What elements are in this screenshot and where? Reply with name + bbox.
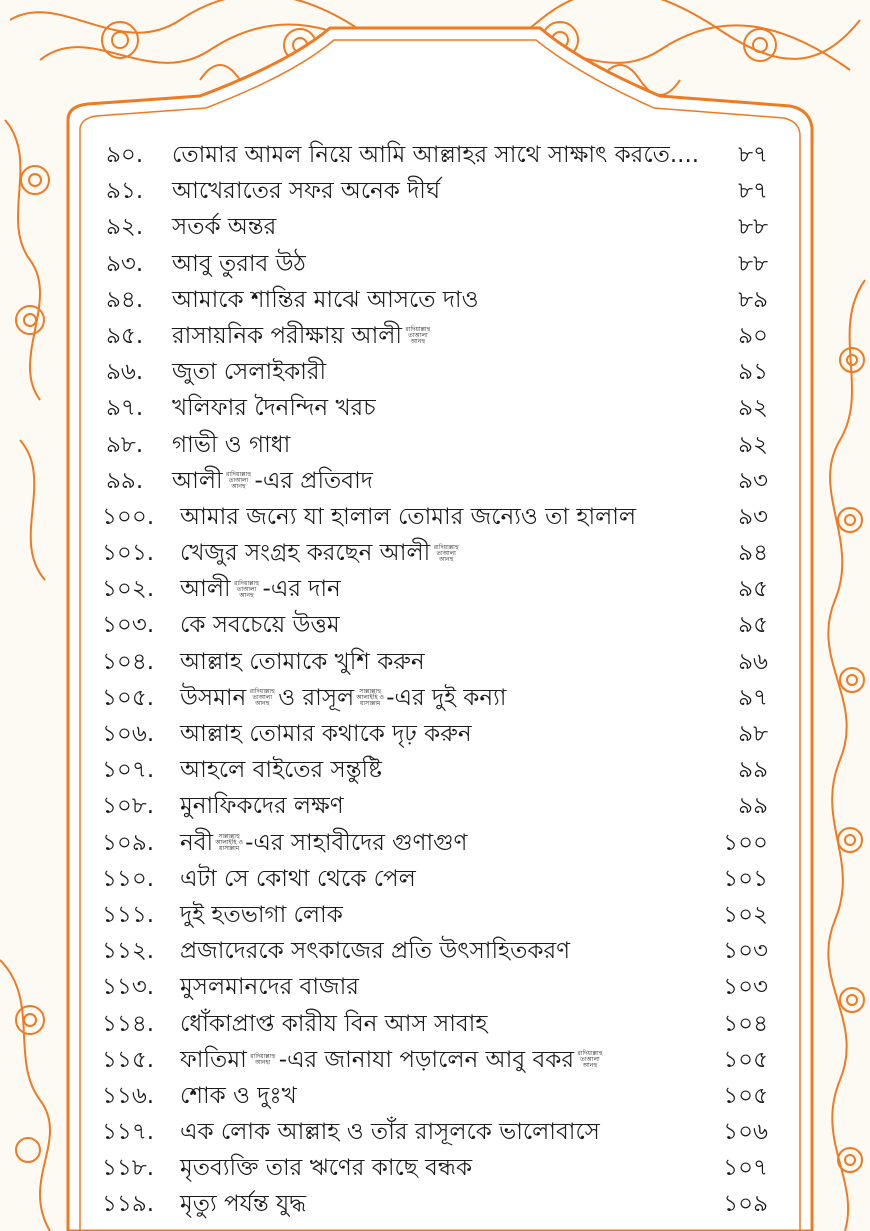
toc-entry-number: ৯৪. bbox=[106, 286, 144, 313]
toc-entry-number: ১০৭. bbox=[102, 757, 155, 784]
toc-entry bbox=[100, 571, 790, 607]
toc-entry bbox=[100, 137, 790, 173]
toc-entry-title bbox=[180, 607, 340, 643]
toc-entry-title-text: উসমান bbox=[180, 684, 247, 711]
toc-entry-title-text: আলী bbox=[172, 467, 223, 494]
toc-entry-page-number: ১০৯ bbox=[723, 1191, 768, 1218]
toc-entry-page-number: ১০৫ bbox=[723, 1082, 768, 1109]
honorific-seal: রাদিয়াল্লাহু তাআলা আনহু bbox=[234, 579, 260, 599]
toc-entry bbox=[100, 463, 790, 499]
toc-entry-title-text: ও রাসূল bbox=[278, 684, 355, 711]
toc-entry-page-number: ১০০ bbox=[723, 829, 768, 856]
honorific-seal: রাদিয়াল্লাহু তাআলা আনহু bbox=[226, 471, 252, 491]
toc-entry-title bbox=[172, 463, 373, 499]
toc-entry-page-number: ৯৩ bbox=[738, 503, 768, 530]
toc-entry bbox=[100, 535, 790, 571]
toc-entry bbox=[100, 1114, 790, 1150]
toc-entry-title-text: -এর দান bbox=[262, 576, 341, 603]
toc-entry-title-text: খেজুর সংগ্রহ করছেন আলী bbox=[180, 540, 431, 567]
toc-entry bbox=[100, 933, 790, 969]
honorific-seal: সাল্লাল্লাহু আলাইহি ওয়াসাল্লাম bbox=[215, 833, 243, 853]
honorific-seal: রাদিয়াল্লাহু তাআলা আনহু bbox=[577, 1050, 603, 1070]
toc-entry-title bbox=[180, 499, 636, 535]
toc-entry bbox=[100, 897, 790, 933]
toc-entry-page-number: ১০৩ bbox=[723, 938, 768, 965]
toc-entry-title-text: নবী bbox=[180, 829, 214, 856]
toc-entry-page-number: ৯৪ bbox=[738, 540, 768, 567]
toc-entry-title bbox=[180, 969, 359, 1005]
toc-entry-title-text: আবু তুরাব উঠ bbox=[172, 250, 306, 277]
toc-entry-title-text: প্রজাদেরকে সৎকাজের প্রতি উৎসাহিতকরণ bbox=[180, 938, 571, 965]
toc-entry-title-text: আখেরাতের সফর অনেক দীর্ঘ bbox=[172, 178, 441, 205]
toc-entry-title bbox=[180, 861, 416, 897]
toc-entry bbox=[100, 318, 790, 354]
toc-entry-number: ৯৫. bbox=[106, 322, 144, 349]
toc-entry-page-number: ৯৬ bbox=[738, 648, 768, 675]
toc-entry-title-text: শোক ও দুঃখ bbox=[180, 1082, 297, 1109]
toc-entry-page-number: ১০২ bbox=[723, 901, 768, 928]
toc-entry-title bbox=[172, 427, 290, 463]
toc-entry-title-text: গাভী ও গাধা bbox=[172, 431, 291, 458]
toc-entry bbox=[100, 752, 790, 788]
toc-entry-number: ১১৪. bbox=[102, 1010, 155, 1037]
honorific-seal: রাদিয়াল্লাহু তাআলা আনহু bbox=[249, 688, 275, 708]
toc-entry-number: ১০৫. bbox=[102, 684, 155, 711]
toc-entry bbox=[100, 1042, 790, 1078]
toc-entry-title-text: মৃত্যু পর্যন্ত যুদ্ধ bbox=[180, 1191, 307, 1218]
toc-entry-page-number: ৮৮ bbox=[738, 250, 768, 277]
toc-entry bbox=[100, 861, 790, 897]
toc-entry-title bbox=[180, 1006, 487, 1042]
toc-entry-title bbox=[180, 825, 467, 861]
toc-entry-title-text: -এর দুই কন্যা bbox=[386, 684, 507, 711]
toc-entry-page-number: ৯৯ bbox=[738, 793, 768, 820]
toc-entry-number: ৯৮. bbox=[106, 431, 144, 458]
toc-entry-title-text: ধোঁকাপ্রাপ্ত কারীয বিন আস সাবাহ bbox=[180, 1010, 488, 1037]
toc-entry-title-text: তোমার আমল নিয়ে আমি আল্লাহর সাথে সাক্ষাৎ করতে.... bbox=[172, 142, 700, 168]
toc-entry bbox=[100, 644, 790, 680]
toc-entry-title bbox=[180, 535, 462, 571]
toc-entry bbox=[100, 1006, 790, 1042]
toc-entry-page-number: ৯৯ bbox=[738, 757, 768, 784]
toc-entry-title bbox=[180, 680, 506, 716]
toc-entry-title bbox=[180, 897, 343, 933]
toc-entry bbox=[100, 499, 790, 535]
toc-entry-page-number: ১০৫ bbox=[723, 1046, 768, 1073]
toc-entry-page-number: ১০১ bbox=[723, 865, 768, 892]
toc-entry-page-number: ৯৭ bbox=[738, 684, 768, 711]
toc-entry bbox=[100, 209, 790, 245]
toc-entry bbox=[100, 969, 790, 1005]
honorific-seal: রাদিয়াল্লাহু তাআলা আনহু bbox=[405, 326, 431, 346]
toc-entry bbox=[100, 354, 790, 390]
toc-entry bbox=[100, 825, 790, 861]
toc-entry-title-text: মুসলমানদের বাজার bbox=[180, 974, 359, 1001]
toc-entry-title-text: আহলে বাইতের সন্তুষ্টি bbox=[180, 757, 382, 784]
toc-entry-number: ১০৪. bbox=[102, 648, 155, 675]
toc-entry-number: ১১৮. bbox=[102, 1155, 155, 1182]
toc-entry-page-number: ৮৭ bbox=[738, 142, 768, 168]
toc-entry-number: ১১৭. bbox=[102, 1119, 155, 1146]
toc-entry-title-text: জুতা সেলাইকারী bbox=[172, 359, 327, 386]
toc-entry-number: ১১৯. bbox=[102, 1191, 155, 1218]
toc-entry-number: ৯৬. bbox=[106, 359, 144, 386]
toc-entry-title bbox=[172, 390, 376, 426]
toc-entry-title bbox=[180, 1186, 306, 1222]
honorific-seal: রাদিয়াল্লাহু আনহা bbox=[250, 1053, 276, 1067]
toc-entry-title-text: এটা সে কোথা থেকে পেল bbox=[180, 865, 416, 892]
toc-entry bbox=[100, 1150, 790, 1186]
toc-entry-title bbox=[180, 1150, 472, 1186]
toc-entry-title bbox=[172, 318, 434, 354]
toc-entry-page-number: ১০৬ bbox=[723, 1119, 768, 1146]
toc-entry-number: ১১১. bbox=[102, 901, 155, 928]
toc-entry-page-number: ৯০ bbox=[738, 322, 768, 349]
toc-entry-title bbox=[180, 1042, 606, 1078]
toc-entry bbox=[100, 716, 790, 752]
toc-entry-page-number: ৯৮ bbox=[738, 721, 768, 747]
toc-entry-title-text: -এর জানাযা পড়ালেন আবু বকর bbox=[278, 1046, 575, 1073]
toc-entry-number: ১০৯. bbox=[102, 829, 155, 856]
toc-entry-title-text: কে সবচেয়ে উত্তম bbox=[180, 612, 340, 639]
toc-entry-title-text: -এর প্রতিবাদ bbox=[254, 467, 373, 494]
toc-entry-page-number: ৯১ bbox=[738, 359, 768, 386]
toc-entry-title bbox=[180, 788, 344, 824]
toc-entry-page-number: ১০৩ bbox=[723, 974, 768, 1001]
toc-entry bbox=[100, 282, 790, 318]
toc-entry-number: ৯০. bbox=[106, 142, 144, 168]
toc-entry-page-number: ৯৫ bbox=[738, 576, 768, 603]
toc-entry-title bbox=[180, 933, 570, 969]
toc-entry-title bbox=[172, 354, 326, 390]
toc-entry-number: ১১০. bbox=[102, 865, 155, 892]
toc-entry-title-text: আল্লাহ তোমাকে খুশি করুন bbox=[180, 648, 425, 675]
toc-entry-title bbox=[180, 571, 341, 607]
toc-entry-title-text: দুই হতভাগা লোক bbox=[180, 901, 343, 928]
toc-entry bbox=[100, 246, 790, 282]
toc-entry-page-number: ৯৫ bbox=[738, 612, 768, 639]
toc-entry-title bbox=[180, 752, 382, 788]
toc-entry-title bbox=[172, 246, 306, 282]
toc-entry bbox=[100, 1078, 790, 1114]
toc-entry-number: ৯৭. bbox=[106, 395, 144, 422]
table-of-contents bbox=[100, 137, 790, 1223]
toc-entry-title bbox=[180, 1078, 297, 1114]
toc-entry bbox=[100, 427, 790, 463]
toc-entry-title-text: ফাতিমা bbox=[180, 1046, 247, 1073]
toc-entry-title bbox=[172, 282, 479, 318]
toc-entry-title-text: সতর্ক অন্তর bbox=[172, 214, 277, 241]
toc-entry-number: ৯১. bbox=[106, 178, 144, 205]
toc-entry bbox=[100, 173, 790, 209]
toc-entry-number: ৯৯. bbox=[106, 467, 144, 494]
toc-entry-number: ১০৮. bbox=[102, 793, 155, 820]
toc-entry-number: ১১৩. bbox=[102, 974, 155, 1001]
toc-entry-page-number: ৯২ bbox=[738, 395, 768, 422]
toc-entry-title-text: আমাকে শান্তির মাঝে আসতে দাও bbox=[172, 286, 479, 313]
toc-entry bbox=[100, 607, 790, 643]
toc-entry bbox=[100, 390, 790, 426]
toc-entry-page-number: ৮৭ bbox=[738, 178, 768, 205]
toc-entry-page-number: ১০৭ bbox=[723, 1155, 768, 1182]
toc-entry-title-text: -এর সাহাবীদের গুণাগুণ bbox=[245, 829, 468, 856]
toc-entry-title-text: আল্লাহ তোমার কথাকে দৃঢ় করুন bbox=[180, 721, 472, 747]
toc-entry-number: ১০১. bbox=[102, 540, 155, 567]
toc-entry-title bbox=[172, 137, 699, 173]
toc-entry-title bbox=[180, 644, 425, 680]
honorific-seal: সাল্লাল্লাহু আলাইহি ওয়াসাল্লাম bbox=[356, 688, 384, 708]
toc-entry-number: ১০২. bbox=[102, 576, 155, 603]
toc-entry-number: ১০৩. bbox=[102, 612, 155, 639]
toc-entry-number: ৯২. bbox=[106, 214, 144, 241]
toc-entry-title-text: মৃতব্যক্তি তার ঋণের কাছে বন্ধক bbox=[180, 1155, 473, 1182]
toc-entry-title-text: আমার জন্যে যা হালাল তোমার জন্যেও তা হালাল bbox=[180, 503, 637, 530]
toc-entry-title bbox=[172, 173, 440, 209]
toc-entry-title bbox=[172, 209, 276, 245]
toc-entry-page-number: ১০৪ bbox=[723, 1010, 768, 1037]
toc-entry-title-text: আলী bbox=[180, 576, 231, 603]
toc-entry bbox=[100, 1186, 790, 1222]
toc-entry-page-number: ৮৯ bbox=[738, 286, 768, 313]
toc-entry-page-number: ৯২ bbox=[738, 431, 768, 458]
toc-entry-number: ১০৬. bbox=[102, 721, 155, 747]
toc-entry bbox=[100, 680, 790, 716]
toc-entry-page-number: ৮৮ bbox=[738, 214, 768, 241]
toc-entry-number: ১১২. bbox=[102, 938, 155, 965]
toc-entry-title bbox=[180, 716, 472, 752]
toc-entry-title-text: মুনাফিকদের লক্ষণ bbox=[180, 793, 344, 820]
toc-entry-number: ১০০. bbox=[102, 503, 155, 530]
toc-entry-title bbox=[180, 1114, 600, 1150]
toc-entry-number: ১১৬. bbox=[102, 1082, 155, 1109]
toc-entry-title-text: খলিফার দৈনন্দিন খরচ bbox=[172, 395, 376, 422]
toc-entry bbox=[100, 788, 790, 824]
honorific-seal: রাদিয়াল্লাহু তাআলা আনহু bbox=[433, 543, 459, 563]
toc-entry-number: ৯৩. bbox=[106, 250, 144, 277]
toc-entry-page-number: ৯৩ bbox=[738, 467, 768, 494]
toc-entry-number: ১১৫. bbox=[102, 1046, 155, 1073]
toc-entry-title-text: রাসায়নিক পরীক্ষায় আলী bbox=[172, 322, 402, 349]
toc-entry-title-text: এক লোক আল্লাহ ও তাঁর রাসূলকে ভালোবাসে bbox=[180, 1119, 600, 1146]
